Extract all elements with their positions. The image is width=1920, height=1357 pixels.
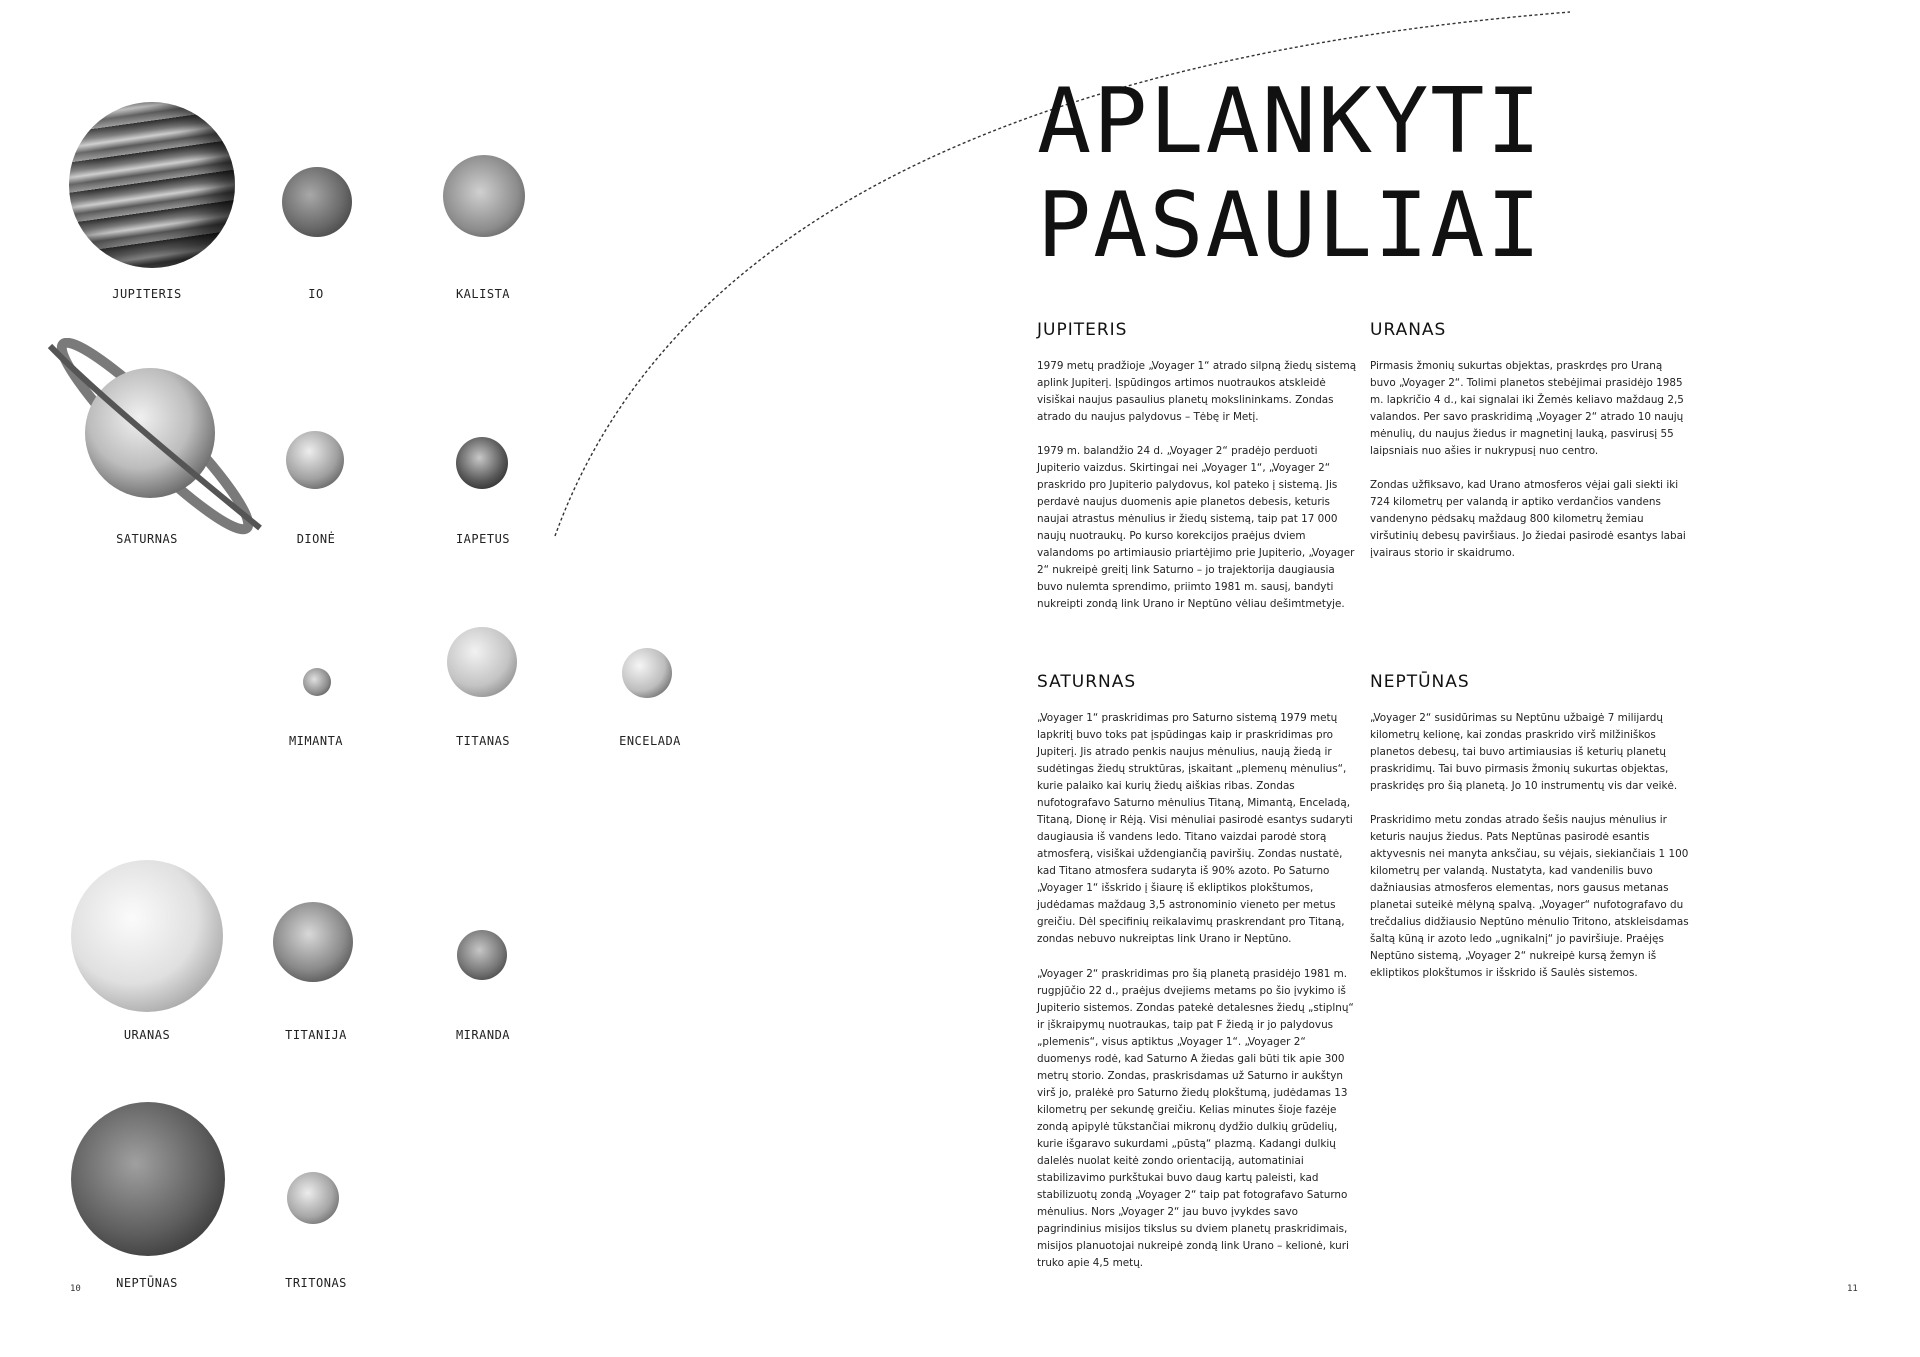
- miranda-image: [457, 930, 507, 980]
- heading-jupiteris: JUPITERIS: [1037, 320, 1128, 340]
- heading-saturnas: SATURNAS: [1037, 672, 1137, 692]
- saturnas-paragraph-2: „Voyager 2“ praskridimas pro šią planetą prasidėjo 1981 m. rugpjūčio 22 d., praėjus dvejiems metams po šio įvykimo iš Jupiterio sistemos. Zondas patekė detalesnes žiedų „stiplnų“ ir įškraipymų nuotraukas, taip pat F žiedą ir jo palydovus „plemenis“, visus aptiktus „Voyager 1“. „Voyager 2“ duomenys rodė, kad Saturno A žiedas gali būti tik apie 300 metrų storio. Zondas, praskrisdamas už Saturno ir aukštyn virš jo, pralėkė pro Saturno žiedų plokštumą, judėdamas 13 kilometrų per sekundę greičiu. Kelias minutes šioje fazėje zondą apipylė tūkstančiai mikronų dydžio dulkių grūdelių, kurie išgaravo sukurdami „pūstą“ plazmą. Kadangi dulkių dalelės nuolat keitė zondo orientaciją, automatiniai stabilizavimo purkštukai buvo daug kartų paleisti, kad stabilizuotų zondą „Voyager 2“ taip pat fotografavo Saturno mėnulius. Nors „Voyager 2“ jau buvo įvykdes savo pagrindinius misijos tikslus su dviem planetų praskridimais, misijos planuotojai nukreipė zondą link Urano – kelionė, kuri truko apie 4,5 metų.: [1037, 968, 1354, 1269]
- label-dione: DIONĖ: [296, 532, 336, 546]
- uranus-image: [71, 860, 223, 1012]
- mimas-image: [303, 668, 331, 696]
- saturn-image: [40, 338, 270, 548]
- label-miranda: MIRANDA: [455, 1028, 511, 1042]
- jupiteris-paragraph-2: 1979 m. balandžio 24 d. „Voyager 2“ pradėjo perduoti Jupiterio vaizdus. Skirtingai nei „Voyager 1“, „Voyager 2“ praskrido pro Jupiterio palydovus, kol pateko į sistemą. Jis perdavė naujus duomenis apie planetos debesis, keturis naujai atrastus mėnulius ir žiedų sistemą, taip pat 17 000 naujų nuotraukų. Po kurso korekcijos praėjus dviem valandoms po artimiausio priartėjimo prie Jupiterio, „Voyager 2“ nukreipė greitį link Saturno – jo trajektorija daugiausia buvo nulemta sprendimo, priimto 1981 m. sausį, bandyti nukreipti zondą link Urano ir Neptūno vėliau dešimtmetyje.: [1037, 445, 1355, 610]
- label-iapetus: IAPETUS: [455, 532, 511, 546]
- callisto-image: [443, 155, 525, 237]
- heading-neptunas: NEPTŪNAS: [1370, 672, 1470, 692]
- titan-image: [447, 627, 517, 697]
- label-neptunas: NEPTŪNAS: [116, 1276, 178, 1290]
- neptunas-paragraph-2: Praskridimo metu zondas atrado šešis naujus mėnulius ir keturis naujus žiedus. Pats Neptūnas pasirodė esantis aktyvesnis nei manyta anksčiau, su vėjais, siekiančiais 1 100 kilometrų per valandą. Nustatyta, kad vandenilis buvo dažniausias atmosferos elementas, nors gausus metanas planetai suteikė mėlyną spalvą. „Voyager“ nufotografavo du trečdalius didžiausio Neptūno mėnulio Tritono, atskleisdamas šaltą kūną ir azoto ledo „ugnikalnį“ jo paviršiuje. Praėjęs Neptūno sistemą, „Voyager 2“ nukreipė kursą žemyn iš ekliptikos plokštumos ir išskrido iš Saulės sistemos.: [1370, 814, 1689, 979]
- label-titanas: TITANAS: [455, 734, 511, 748]
- label-tritonas: TRITONAS: [285, 1276, 347, 1290]
- titania-image: [273, 902, 353, 982]
- uranas-paragraph-1: Pirmasis žmonių sukurtas objektas, praskrdęs pro Uraną buvo „Voyager 2“. Tolimi planetos stebėjimai prasidėjo 1985 m. lapkričio 4 d., kai signalai iki Žemės keliavo maždaug 2,5 valandos. Per savo praskridimą „Voyager 2“ atrado 10 naujų mėnulių, du naujus žiedus ir magnetinį lauką, pasvirusį 55 laipsniais nuo ašies ir nukrypusį nuo centro.: [1370, 360, 1684, 457]
- title-line-1: APLANKYTI: [1037, 69, 1543, 174]
- label-titanija: TITANIJA: [285, 1028, 347, 1042]
- enceladus-image: [622, 648, 672, 698]
- dione-image: [286, 431, 344, 489]
- label-encelada: ENCELADA: [619, 734, 681, 748]
- uranas-paragraph-2: Zondas užfiksavo, kad Urano atmosferos vėjai gali siekti iki 724 kilometrų per valandą ir aptiko verdančios vandens vandenyno pėdsakų maždaug 800 kilometrų žemiau viršutinių debesų paviršiaus. Jo žiedai pasirodė esantys labai įvairaus storio ir skaidrumo.: [1370, 479, 1686, 559]
- label-kalista: KALISTA: [455, 287, 511, 301]
- label-io: IO: [308, 287, 324, 301]
- jupiter-image: [69, 102, 235, 268]
- triton-image: [287, 1172, 339, 1224]
- label-mimanta: MIMANTA: [288, 734, 344, 748]
- jupiteris-paragraph-1: 1979 metų pradžioje „Voyager 1“ atrado silpną žiedų sistemą aplink Jupiterį. Įspūdingos artimos nuotraukos atskleidė visiškai naujus pasaulius planetų mokslininkams. Zondas atrado du naujus palydovus – Tėbę ir Metį.: [1037, 360, 1357, 423]
- label-uranas: URANAS: [123, 1028, 171, 1042]
- page-number-left: 10: [70, 1284, 81, 1294]
- neptune-image: [71, 1102, 225, 1256]
- title-line-2: PASAULIAI: [1037, 173, 1543, 278]
- page-title: [1037, 70, 1543, 278]
- neptunas-paragraph-1: „Voyager 2“ susidūrimas su Neptūnu užbaigė 7 milijardų kilometrų kelionę, kai zondas praskrido virš milžiniškos planetos debesų, tai buvo artimiausias iš keturių planetų praskridimų. Tai buvo pirmasis žmonių sukurtas objektas, praskridęs pro šią planetą. Jo 10 instrumentų vis dar veikė.: [1370, 712, 1678, 792]
- label-saturnas: SATURNAS: [116, 532, 178, 546]
- page-number-right: 11: [1847, 1284, 1858, 1294]
- heading-uranas: URANAS: [1370, 320, 1447, 340]
- label-jupiteris: JUPITERIS: [112, 287, 182, 301]
- io-image: [282, 167, 352, 237]
- iapetus-image: [456, 437, 508, 489]
- saturnas-paragraph-1: „Voyager 1“ praskridimas pro Saturno sistemą 1979 metų lapkritį buvo toks pat įspūdingas kaip ir praskridimas pro Jupiterį. Jis atrado penkis naujus mėnulius, naują žiedą ir sudėtingas žiedų struktūras, įskaitant „plemenų mėnulius“, kurie palaiko kai kurių žiedų aiškias ribas. Zondas nufotografavo Saturno mėnulius Titaną, Mimantą, Enceladą, Titaną, Dionę ir Rėją. Visi mėnuliai pasirodė esantys sudaryti daugiausia iš vandens ledo. Titano vaizdai parodė storą atmosferą, visiškai uždengiančią paviršių. Zondas nustatė, kad Titano atmosfera sudaryta iš 90% azoto. Po Saturno „Voyager 1“ išskrido į šiaurę iš ekliptikos plokštumos, judėdamas maždaug 3,5 astronominio vieneto per metus greičiu. Dėl specifinių reikalavimų praskrendant pro Titaną, zondas nebuvo nukreiptas link Urano ir Neptūno.: [1037, 712, 1353, 945]
